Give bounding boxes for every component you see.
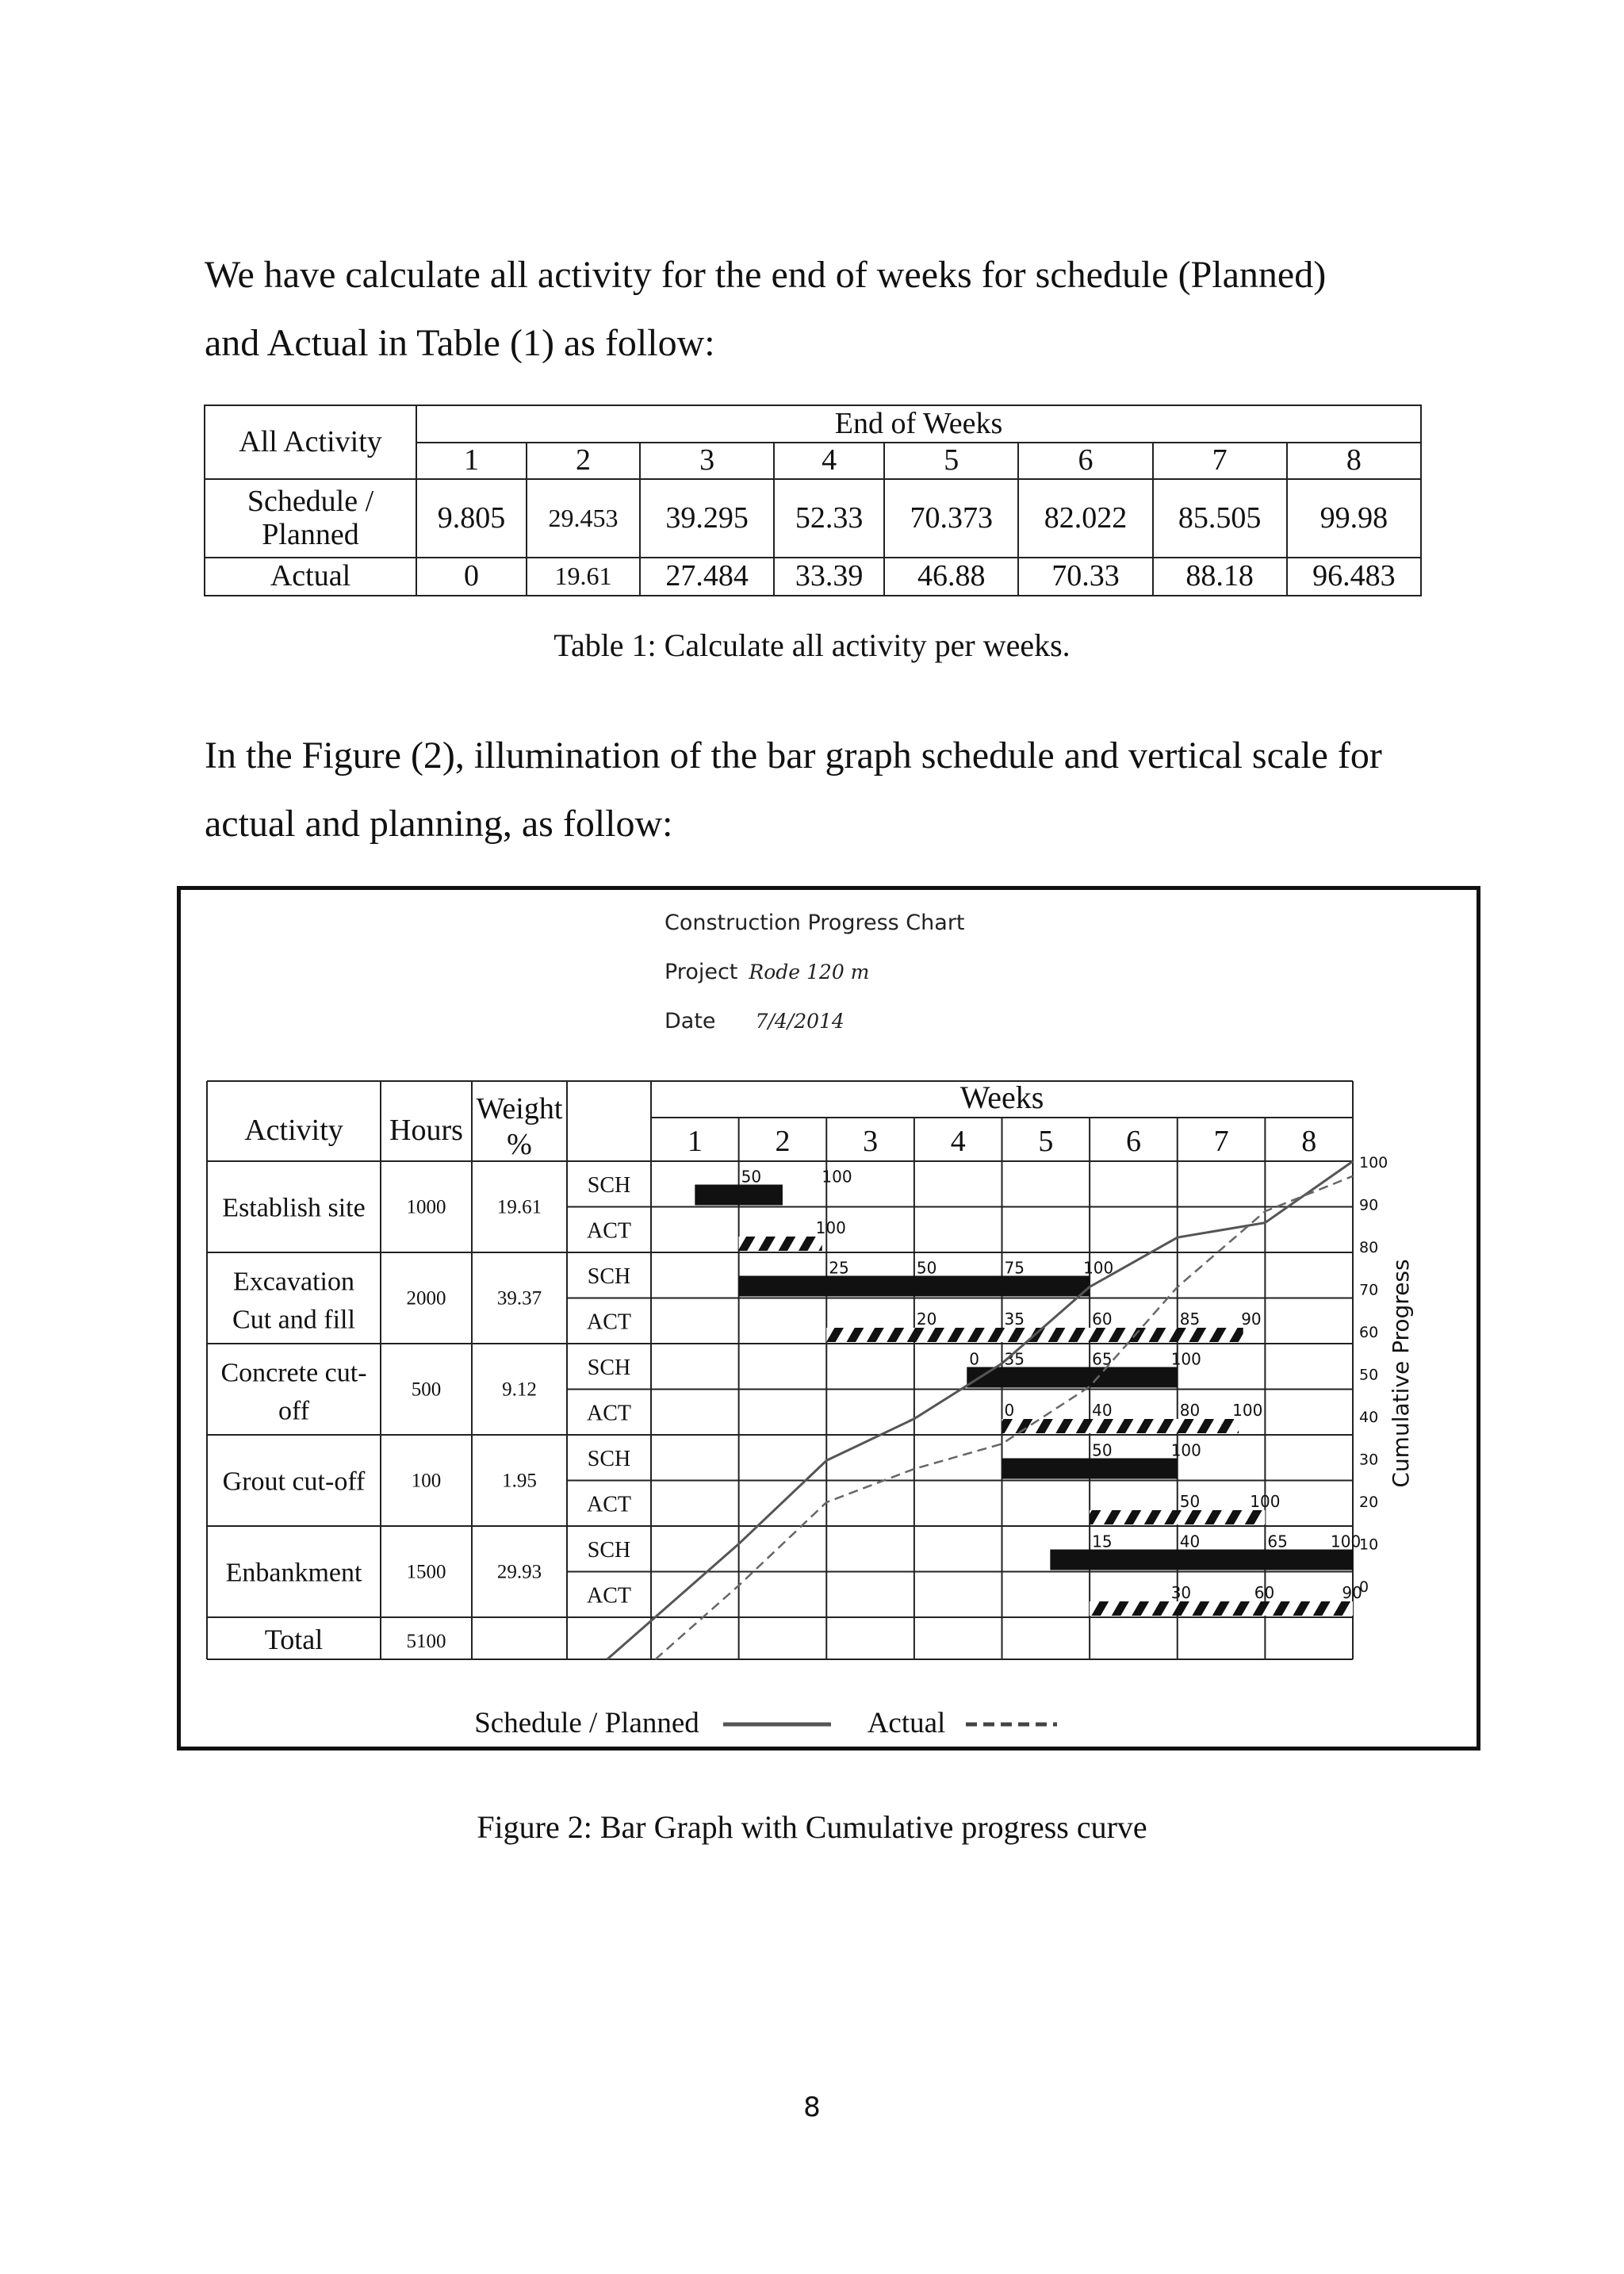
- week-number-label: 8: [1301, 1125, 1317, 1158]
- sch-label: SCH: [587, 1172, 631, 1198]
- weight-percent-header: %: [507, 1128, 532, 1161]
- progress-chart-figure: [177, 886, 1480, 1751]
- actual-bar-label: 60: [1092, 1310, 1113, 1329]
- legend-schedule-label: Schedule / Planned: [474, 1707, 699, 1739]
- schedule-cell: 52.33: [774, 479, 884, 558]
- activity-name: off: [278, 1396, 310, 1426]
- cumulative-axis-tick: 40: [1359, 1409, 1379, 1426]
- project-label: Project: [665, 960, 738, 984]
- schedule-cell: 82.022: [1018, 479, 1152, 558]
- activity-name: Establish site: [222, 1193, 366, 1223]
- actual-cell: 33.39: [774, 558, 884, 596]
- schedule-bar-label: 50: [1092, 1440, 1113, 1460]
- schedule-bar-label: 65: [1092, 1349, 1113, 1369]
- activity-table: [204, 405, 1422, 596]
- actual-bar-label: 50: [1179, 1492, 1201, 1511]
- activity-hours: 1500: [406, 1561, 446, 1583]
- schedule-bar-label: 100: [1170, 1440, 1201, 1460]
- schedule-label-line-2: Planned: [262, 517, 359, 551]
- schedule-bar-label: 50: [741, 1167, 762, 1187]
- schedule-bar-label: 100: [1331, 1532, 1362, 1551]
- actual-bar-label: 90: [1241, 1310, 1262, 1329]
- cumulative-axis-tick: 90: [1359, 1196, 1379, 1214]
- schedule-cell: 29.453: [527, 479, 640, 558]
- week-number-label: 6: [1125, 1125, 1141, 1158]
- schedule-label-line-1: Schedule /: [247, 484, 374, 518]
- actual-bar-label: 30: [1170, 1583, 1192, 1602]
- hours-header: Hours: [389, 1114, 463, 1147]
- activity-weight: 1.95: [502, 1470, 537, 1492]
- week-number-label: 2: [775, 1125, 791, 1158]
- act-label: ACT: [587, 1492, 631, 1517]
- actual-row-label: Actual: [205, 558, 416, 596]
- week-header: 7: [1153, 443, 1287, 479]
- week-header: 6: [1018, 443, 1152, 479]
- activity-weight: 19.61: [496, 1196, 542, 1218]
- week-number-label: 4: [950, 1125, 966, 1158]
- actual-bar-label: 80: [1179, 1401, 1201, 1420]
- week-number-label: 5: [1038, 1125, 1054, 1158]
- sch-label: SCH: [587, 1446, 631, 1471]
- act-label: ACT: [587, 1218, 631, 1244]
- schedule-bar: [739, 1276, 1090, 1297]
- actual-bar-label: 35: [1004, 1310, 1025, 1329]
- actual-bar-label: 20: [916, 1310, 937, 1329]
- schedule-cell: 99.98: [1287, 479, 1421, 558]
- paragraph-line-2: and Actual in Table (1) as follow:: [205, 322, 715, 364]
- activity-name: Excavation: [233, 1267, 354, 1297]
- activity-name: Cut and fill: [232, 1305, 355, 1335]
- actual-bar-label: 100: [815, 1218, 846, 1237]
- week-number-label: 1: [687, 1125, 703, 1158]
- cumulative-axis-tick: 10: [1359, 1536, 1379, 1554]
- week-header: 3: [640, 443, 774, 479]
- schedule-bar-label: 0: [969, 1349, 979, 1369]
- actual-bar: [1090, 1510, 1265, 1524]
- schedule-bar-label: 100: [1170, 1349, 1201, 1369]
- activity-hours: 100: [411, 1470, 442, 1492]
- actual-bar-label: 85: [1179, 1310, 1201, 1329]
- sch-label: SCH: [587, 1537, 631, 1563]
- paragraph-line-1: We have calculate all activity for the end of weeks for schedule (Planned): [205, 254, 1327, 296]
- paragraph-line-4: actual and planning, as follow:: [205, 803, 673, 845]
- actual-bar-label: 40: [1092, 1401, 1113, 1420]
- activity-header: Activity: [244, 1114, 343, 1147]
- act-label: ACT: [587, 1401, 631, 1426]
- activity-name: Concrete cut-: [220, 1358, 367, 1388]
- schedule-bar-label: 50: [916, 1258, 937, 1278]
- act-label: ACT: [587, 1583, 631, 1609]
- schedule-bar: [967, 1367, 1178, 1388]
- schedule-bar-label: 40: [1179, 1532, 1201, 1551]
- actual-bar-label: 60: [1254, 1583, 1275, 1602]
- actual-cell: 27.484: [640, 558, 774, 596]
- cumulative-axis-tick: 20: [1359, 1494, 1379, 1511]
- chart-title: Construction Progress Chart: [665, 911, 965, 935]
- activity-hours: 500: [411, 1379, 442, 1401]
- schedule-bar-label: 35: [1004, 1349, 1025, 1369]
- gantt-chart: [181, 890, 1477, 1747]
- weight-header: Weight: [476, 1092, 563, 1125]
- actual-cell: 96.483: [1287, 558, 1421, 596]
- week-number-label: 3: [863, 1125, 879, 1158]
- schedule-cell: 85.505: [1153, 479, 1287, 558]
- actual-cell: 46.88: [884, 558, 1018, 596]
- cumulative-axis-tick: 60: [1359, 1324, 1379, 1341]
- table-caption: Table 1: Calculate all activity per weeks.: [553, 627, 1071, 663]
- date-label: Date: [665, 1009, 716, 1033]
- actual-bar: [739, 1237, 822, 1251]
- cumulative-axis-tick: 50: [1359, 1366, 1379, 1384]
- sch-label: SCH: [587, 1355, 631, 1380]
- schedule-bar-label: 65: [1267, 1532, 1288, 1551]
- schedule-row-label: [205, 479, 416, 558]
- week-header: 4: [774, 443, 884, 479]
- total-hours: 5100: [406, 1631, 446, 1652]
- schedule-bar: [1002, 1459, 1178, 1479]
- activity-name: Enbankment: [225, 1558, 362, 1588]
- schedule-bar: [1050, 1550, 1353, 1570]
- schedule-cell: 70.373: [884, 479, 1018, 558]
- legend-actual-label: Actual: [867, 1707, 946, 1739]
- cumulative-axis-tick: 100: [1359, 1154, 1388, 1172]
- activity-weight: 9.12: [502, 1379, 537, 1401]
- actual-cell: 70.33: [1018, 558, 1152, 596]
- page-number: 8: [803, 2092, 821, 2123]
- activity-hours: 1000: [406, 1196, 446, 1218]
- cumulative-axis-tick: 30: [1359, 1451, 1379, 1469]
- sch-label: SCH: [587, 1264, 631, 1289]
- project-value: Rode 120 m: [749, 961, 870, 984]
- schedule-bar-label: 100: [822, 1167, 852, 1187]
- actual-bar: [1090, 1601, 1353, 1616]
- schedule-bar-label: 15: [1092, 1532, 1113, 1551]
- actual-bar-label: 90: [1342, 1583, 1362, 1602]
- actual-cell: 19.61: [527, 558, 640, 596]
- schedule-cell: 39.295: [640, 479, 774, 558]
- figure-caption: Figure 2: Bar Graph with Cumulative progress curve: [477, 1809, 1147, 1845]
- weeks-header: Weeks: [959, 1079, 1044, 1115]
- activity-weight: 29.93: [496, 1561, 542, 1583]
- week-header: 5: [884, 443, 1018, 479]
- actual-cell: 88.18: [1153, 558, 1287, 596]
- activity-name: Grout cut-off: [222, 1467, 366, 1497]
- table-group-header: End of Weeks: [416, 405, 1421, 443]
- cumulative-axis-tick: 0: [1359, 1578, 1369, 1596]
- cumulative-axis-label: Cumulative Progress: [1388, 1259, 1414, 1488]
- schedule-cell: 9.805: [416, 479, 527, 558]
- schedule-bar-label: 75: [1004, 1258, 1025, 1278]
- paragraph-line-3: In the Figure (2), illumination of the bar graph schedule and vertical scale for: [205, 734, 1382, 777]
- activity-hours: 2000: [406, 1287, 446, 1310]
- table-corner-header: All Activity: [205, 405, 416, 479]
- cumulative-axis-tick: 70: [1359, 1281, 1379, 1299]
- act-label: ACT: [587, 1310, 631, 1335]
- week-header: 8: [1287, 443, 1421, 479]
- total-label: Total: [264, 1624, 324, 1655]
- schedule-bar-label: 100: [1083, 1258, 1114, 1278]
- actual-bar-label: 0: [1004, 1401, 1015, 1420]
- date-value: 7/4/2014: [755, 1010, 845, 1033]
- activity-weight: 39.37: [496, 1287, 542, 1310]
- week-header: 1: [416, 443, 527, 479]
- week-header: 2: [527, 443, 640, 479]
- cumulative-axis-tick: 80: [1359, 1239, 1379, 1256]
- actual-bar-label: 100: [1232, 1401, 1263, 1420]
- week-number-label: 7: [1213, 1125, 1229, 1158]
- actual-bar-label: 100: [1250, 1492, 1281, 1511]
- actual-cell: 0: [416, 558, 527, 596]
- schedule-bar: [695, 1185, 783, 1206]
- schedule-bar-label: 25: [829, 1258, 849, 1278]
